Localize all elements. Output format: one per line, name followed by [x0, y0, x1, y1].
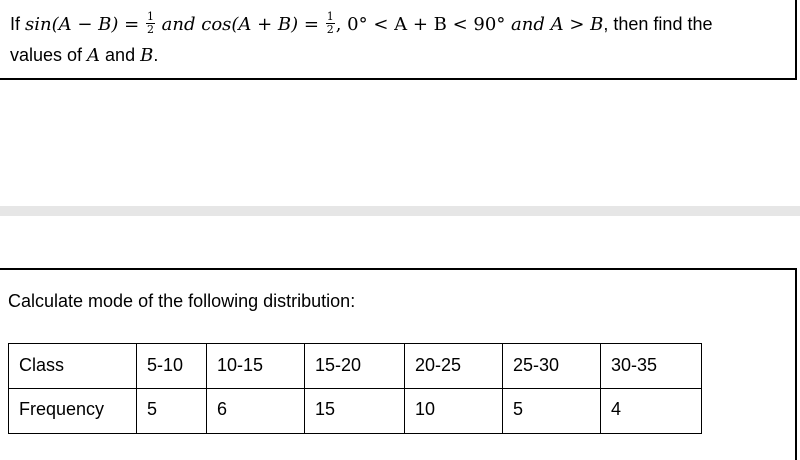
table-cell: 15	[305, 389, 405, 434]
q1-condition-2: A > B	[544, 14, 604, 35]
table-row-class	[9, 344, 702, 389]
question-1-line-1	[10, 10, 785, 39]
table-cell: 30-35	[601, 344, 702, 389]
q1-condition-1: , 0° < A + B < 90°	[335, 14, 512, 35]
table-cell: Frequency	[9, 389, 137, 434]
table-cell: 5	[503, 389, 601, 434]
q1-line2-pre: values of	[10, 45, 88, 65]
q1-line2-end: .	[153, 45, 159, 65]
q1-cos-expression: cos(A + B) =	[201, 14, 325, 35]
q1-and-1: and	[155, 14, 202, 35]
table-cell: 20-25	[405, 344, 503, 389]
q1-sin-expression: sin(A − B) =	[25, 14, 145, 35]
q1-variable-a: A	[87, 45, 101, 66]
frequency-table	[8, 343, 702, 434]
table-cell: 10	[405, 389, 503, 434]
q1-fraction-2-numerator: 1	[326, 9, 334, 23]
q1-fraction-2	[326, 11, 335, 36]
table-cell: Class	[9, 344, 137, 389]
q1-fraction-1-denominator: 2	[146, 22, 154, 36]
table-cell: 6	[207, 389, 305, 434]
table-cell: 25-30	[503, 344, 601, 389]
q1-fraction-1-numerator: 1	[146, 9, 154, 23]
table-cell: 5-10	[137, 344, 207, 389]
q1-and-2: and	[511, 14, 545, 35]
section-divider	[0, 206, 800, 216]
q1-tail: , then find the	[603, 14, 713, 34]
table-cell: 15-20	[305, 344, 405, 389]
table-cell: 10-15	[207, 344, 305, 389]
q1-variable-b: B	[140, 45, 154, 66]
q1-prefix: If	[10, 14, 26, 34]
q1-line2-and: and	[100, 45, 141, 65]
table-cell: 4	[601, 389, 702, 434]
table-row-frequency	[9, 389, 702, 434]
question-1-line-2	[10, 41, 785, 70]
table-cell: 5	[137, 389, 207, 434]
question-2-box	[0, 268, 797, 460]
q1-fraction-2-denominator: 2	[326, 22, 334, 36]
q1-fraction-1	[146, 11, 155, 36]
question-2-prompt: Calculate mode of the following distribution:	[8, 291, 356, 311]
question-1-box	[0, 0, 797, 80]
